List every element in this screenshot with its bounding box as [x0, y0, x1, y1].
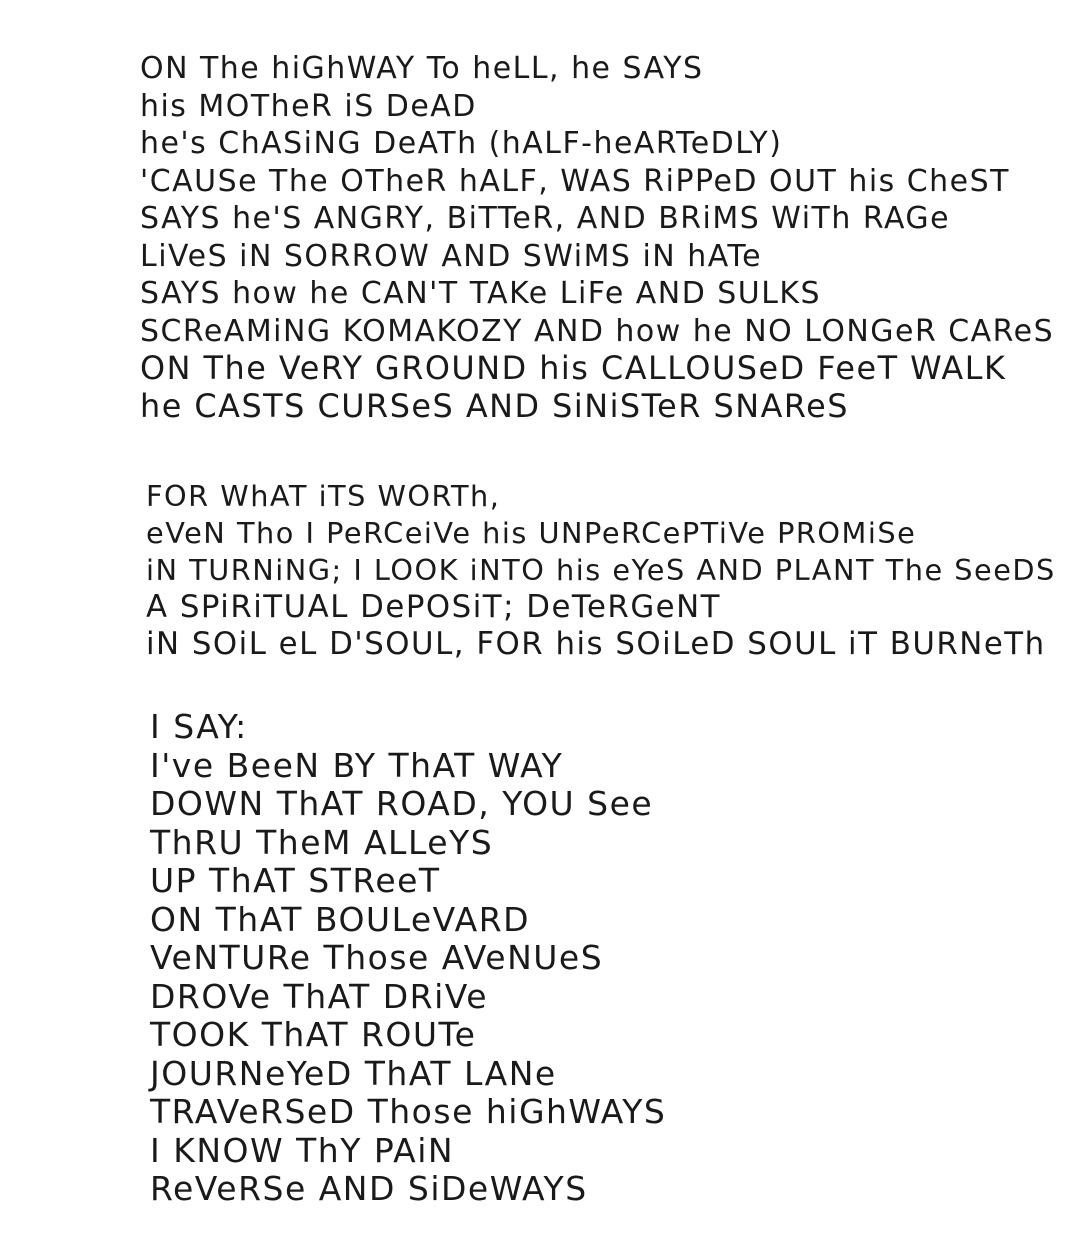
poem-line: FOR WhAT iTS WORTh, [146, 479, 501, 513]
poem-line: eVeN Tho I PeRCeiVe his UNPeRCePTiVe PROMiSe [146, 516, 917, 550]
poem-line: ON ThAT BOULeVARD [150, 899, 531, 939]
poem-line: his MOTheR iS DeAD [140, 88, 477, 124]
poem-line: I KNOW ThY PAiN [150, 1130, 455, 1170]
poem-line: ON The VeRY GROUND his CALLOUSeD FeeT WALK [140, 349, 1007, 387]
poem-line: ON The hiGhWAY To heLL, he SAYS [140, 51, 704, 86]
stanza-2 [146, 478, 1056, 663]
poem-line: SCReAMiNG KOMAKOZY AND how he NO LONGeR CAReS [140, 313, 1055, 349]
poem-line: VeNTURe Those AVeNUeS [150, 938, 604, 977]
poem-line: LiVeS iN SORROW AND SWiMS iN hATe [140, 238, 763, 274]
poem-line: I've BeeN BY ThAT WAY [150, 745, 564, 785]
stanza-1 [140, 50, 1054, 425]
poem-line: SAYS he'S ANGRY, BiTTeR, AND BRiMS WiTh RAGe [140, 201, 951, 236]
poem-line: ReVeRSe AND SiDeWAYS [150, 1169, 588, 1208]
poem-line: I SAY: [150, 707, 248, 746]
poem-line: 'CAUSe The OTheR hALF, WAS RiPPeD OUT his CheST [140, 163, 1010, 199]
poem-line: DOWN ThAT ROAD, YOU See [150, 784, 654, 823]
poem-line: ThRU TheM ALLeYS [150, 822, 494, 862]
poem-line: DROVe ThAT DRiVe [150, 976, 489, 1016]
poem-line: A SPiRiTUAL DePOSiT; DeTeRGeNT [146, 589, 721, 625]
poem-line: iN SOiL eL D'SOUL, FOR his SOiLeD SOUL iT BURNeTh [146, 626, 1046, 662]
poem-line: SAYS how he CAN'T TAKe LiFe AND SULKS [140, 276, 822, 311]
poem-line: JOURNeYeD ThAT LANe [150, 1053, 557, 1093]
stanza-3 [150, 708, 666, 1209]
poem-line: TOOK ThAT ROUTe [150, 1015, 477, 1054]
poem-line: he CASTS CURSeS AND SiNiSTeR SNAReS [140, 386, 849, 425]
poem-line: iN TURNiNG; I LOOK iNTO his eYeS AND PLANT The SeeDS [146, 553, 1056, 587]
poem-line: TRAVeRSeD Those hiGhWAYS [150, 1092, 667, 1131]
poem-line: he's ChASiNG DeATh (hALF-heARTeDLY) [140, 126, 783, 161]
poem-line: UP ThAT STReeT [150, 861, 441, 900]
